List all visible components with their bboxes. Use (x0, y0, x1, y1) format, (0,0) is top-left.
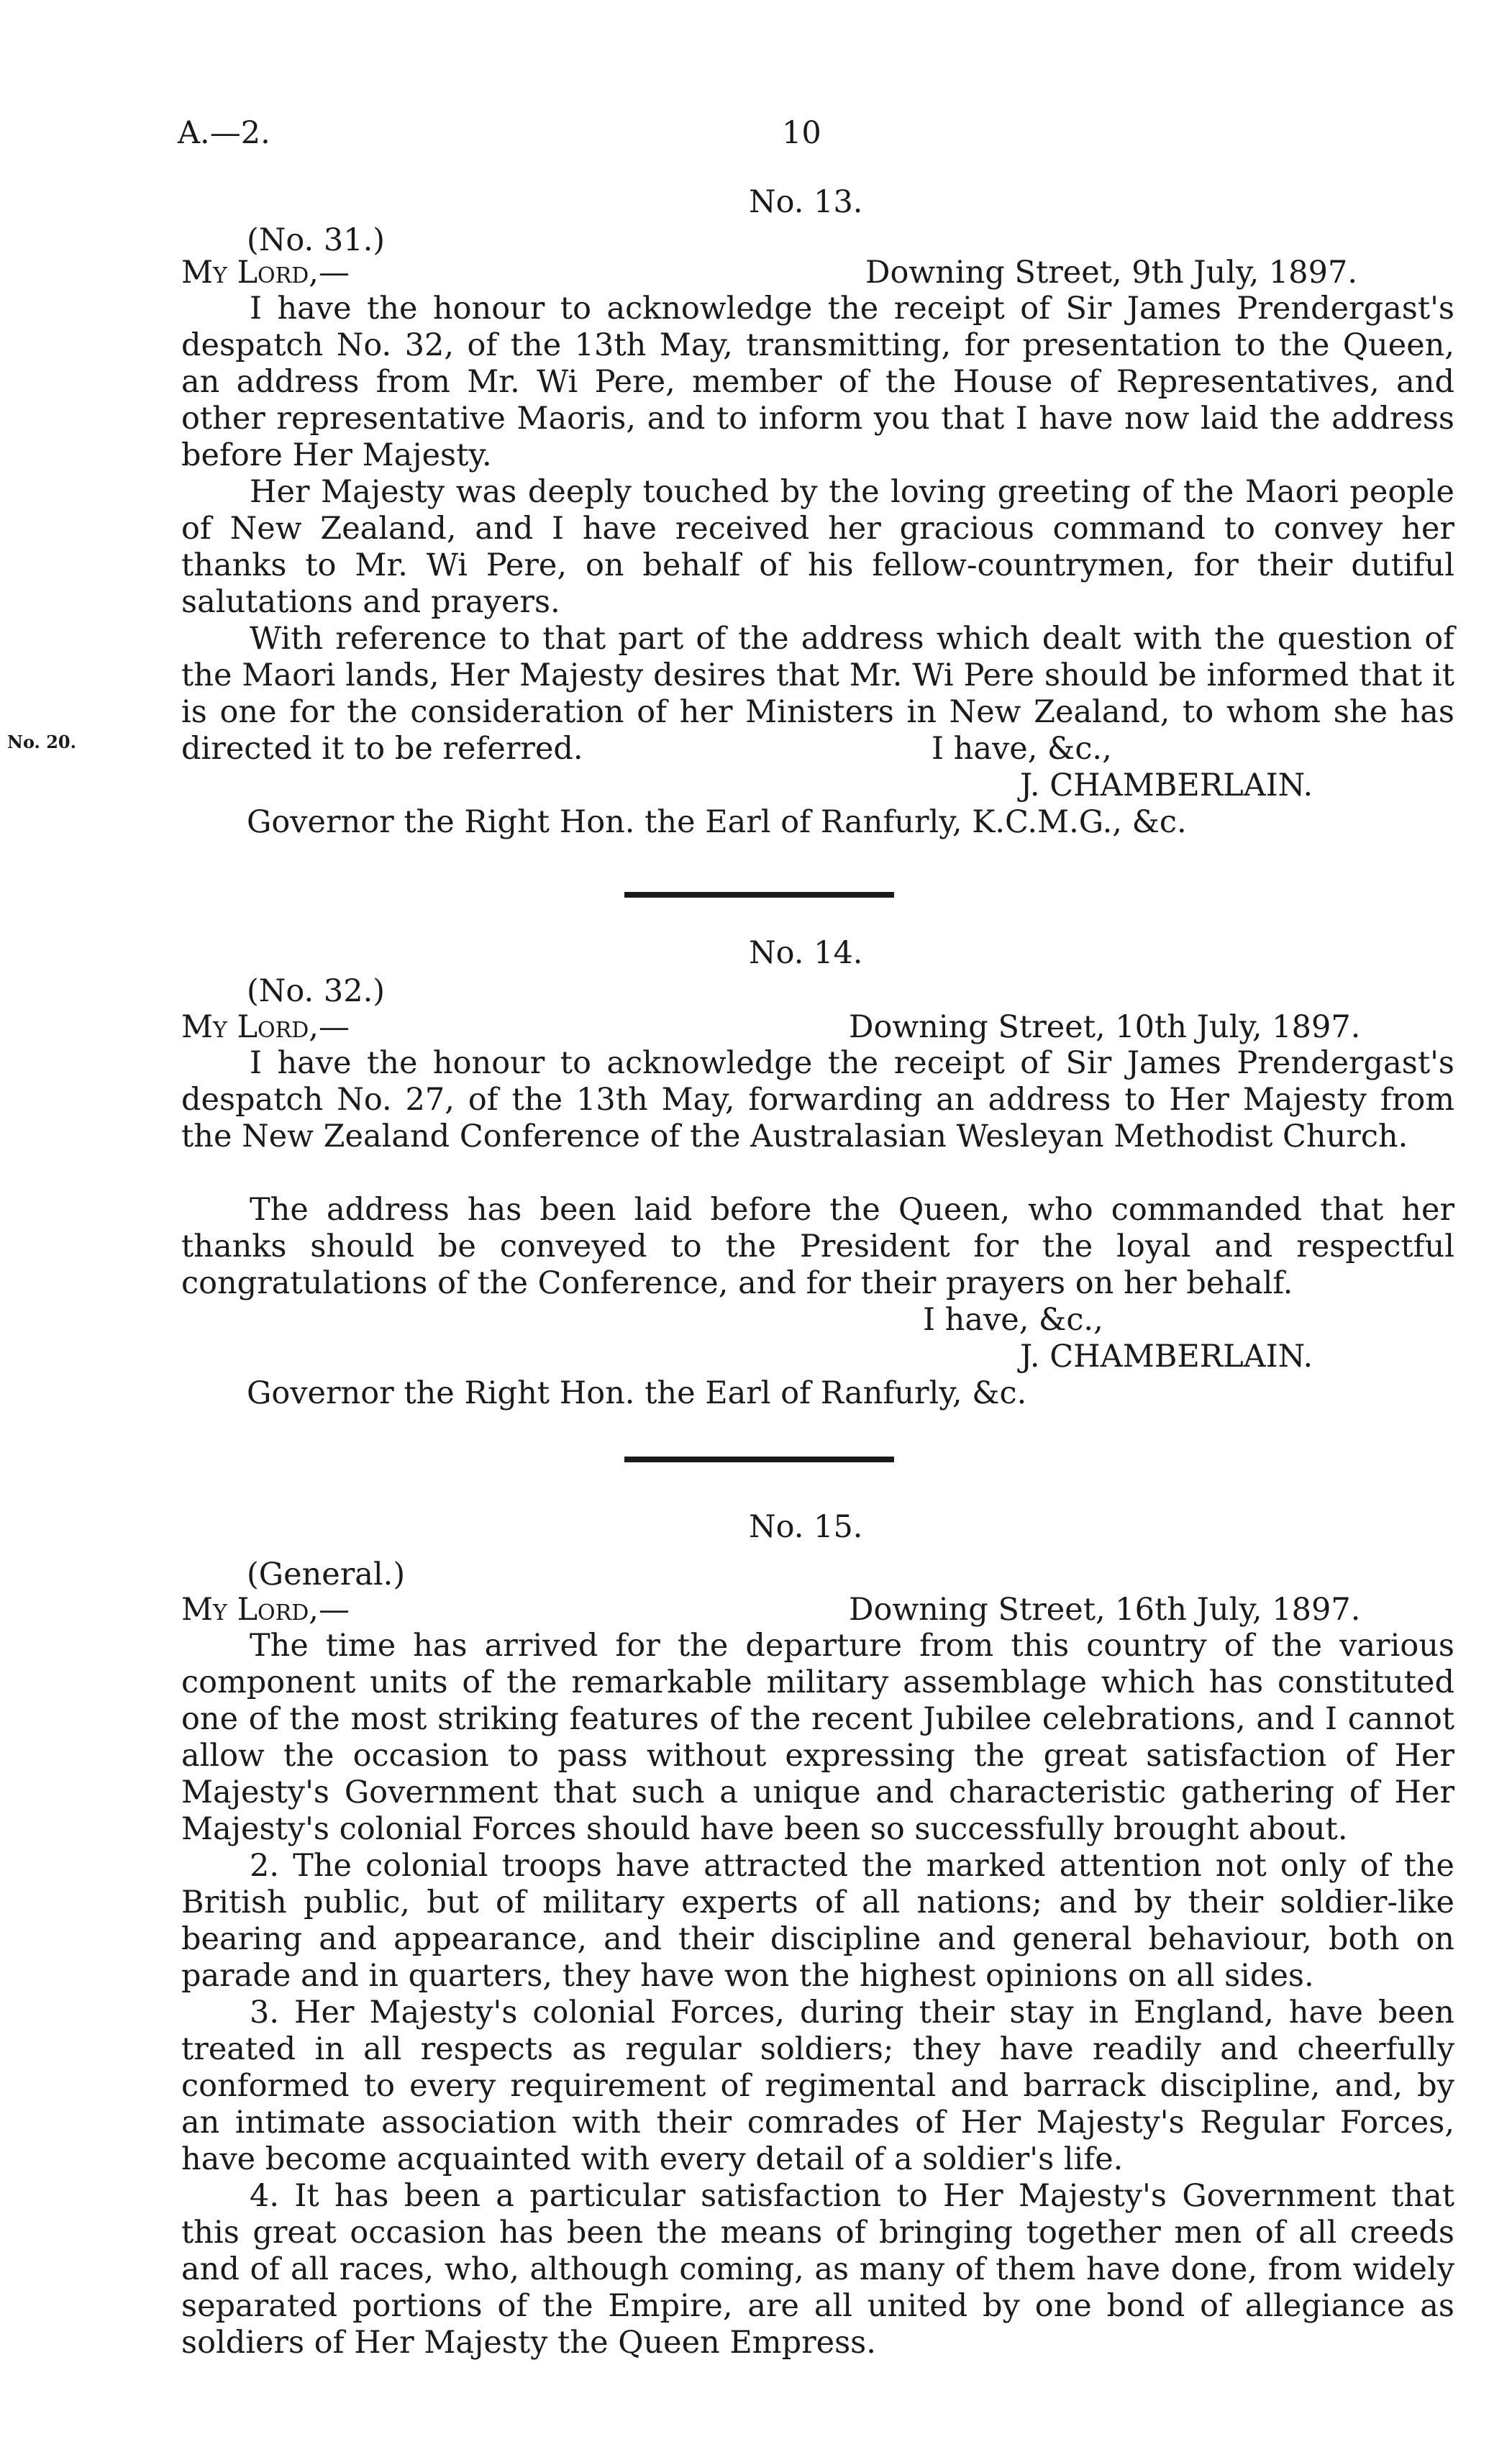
section-divider-1 (624, 892, 894, 898)
paragraph-15-1: The time has arrived for the departure from this country of the various component units of the remarkable military assemblage which has constituted one of the most striking features of the recent Jubilee celebrations, and I cannot allow the occasion to pass without expressing the great satisfaction of Her Majesty's Government that such a unique and characteristic gathering of Her Majesty's colonial Forces should have been so successfully brought about. (181, 1628, 1454, 1847)
paragraph-15-2: 2. The colonial troops have attracted the marked attention not only of the British public, but of military experts of all nations; and by their soldier-like bearing and appearance, and their discipline and general behaviour, both on parade and in quarters, they have won the highest opinions on all sides. (181, 1848, 1454, 1994)
closing-13: I have, &c., (932, 731, 1112, 767)
addressee-14: Governor the Right Hon. the Earl of Ranfurly, &c. (247, 1375, 1027, 1411)
despatch-number-15: No. 15. (749, 1509, 863, 1545)
paragraph-13-2: Her Majesty was deeply touched by the loving greeting of the Maori people of New Zealand, and I have received her gracious command to convey her thanks to Mr. Wi Pere, on behalf of his fellow-countrymen, for their dutiful salutations and prayers. (181, 474, 1454, 620)
paragraph-13-1: I have the honour to acknowledge the receipt of Sir James Prendergast's despatch No. 32, of the 13th May, transmitting, for presentation to the Queen, an address from Mr. Wi Pere, member of the House of Representatives, and other representative Maoris, and to inform you that I have now laid the address before Her Majesty. (181, 291, 1454, 473)
dateline-14: Downing Street, 10th July, 1897. (849, 1009, 1361, 1045)
signature-14: J. CHAMBERLAIN. (1020, 1339, 1313, 1375)
despatch-number-14: No. 14. (749, 935, 863, 971)
paragraph-14-2: The address has been laid before the Queen, who commanded that her thanks should be conveyed to the President for the loyal and respectful congratulations of the Conference, and for their prayers on her behalf. (181, 1192, 1454, 1301)
dateline-15: Downing Street, 16th July, 1897. (849, 1592, 1361, 1628)
addressee-13: Governor the Right Hon. the Earl of Ranfurly, K.C.M.G., &c. (247, 804, 1187, 840)
section-divider-2 (624, 1457, 894, 1462)
page-reference: A.—2. (178, 115, 270, 151)
dateline-13: Downing Street, 9th July, 1897. (865, 255, 1358, 291)
paragraph-15-4: 4. It has been a particular satisfaction to Her Majesty's Government that this great occasion has been the means of bringing together men of all creeds and of all races, who, although coming, as many of them have done, from widely separated portions of the Empire, are all united by one bond of allegiance as soldiers of Her Majesty the Queen Empress. (181, 2178, 1454, 2361)
despatch-ref-14: (No. 32.) (247, 973, 386, 1009)
salutation-13: My Lord,— (181, 255, 350, 291)
despatch-ref-13: (No. 31.) (247, 222, 386, 258)
salutation-15: My Lord,— (181, 1592, 350, 1628)
salutation-14: My Lord,— (181, 1009, 350, 1045)
paragraph-15-3: 3. Her Majesty's colonial Forces, during their stay in England, have been treated in all respects as regular soldiers; they have readily and cheerfully conformed to every requirement of regimental and barrack discipline, and, by an intimate association with their comrades of Her Majesty's Regular Forces, have become acquainted with every detail of a soldier's life. (181, 1995, 1454, 2177)
closing-14: I have, &c., (923, 1302, 1103, 1338)
despatch-number-13: No. 13. (749, 184, 863, 220)
despatch-ref-15: (General.) (247, 1557, 406, 1592)
paragraph-14-1: I have the honour to acknowledge the receipt of Sir James Prendergast's despatch No. 27, of the 13th May, forwarding an address to Her Majesty from the New Zealand Conference of the Australasian Wesleyan Methodist Church. (181, 1045, 1454, 1154)
page-number: 10 (782, 115, 821, 151)
signature-13: J. CHAMBERLAIN. (1020, 767, 1313, 803)
paragraph-13-3: With reference to that part of the address which dealt with the question of the Maori lands, Her Majesty desires that Mr. Wi Pere should be informed that it is one for the consideration of her Ministers in New Zealand, to whom she has directed it to be referred. (181, 621, 1454, 767)
margin-note-no-20: No. 20. (7, 732, 76, 752)
